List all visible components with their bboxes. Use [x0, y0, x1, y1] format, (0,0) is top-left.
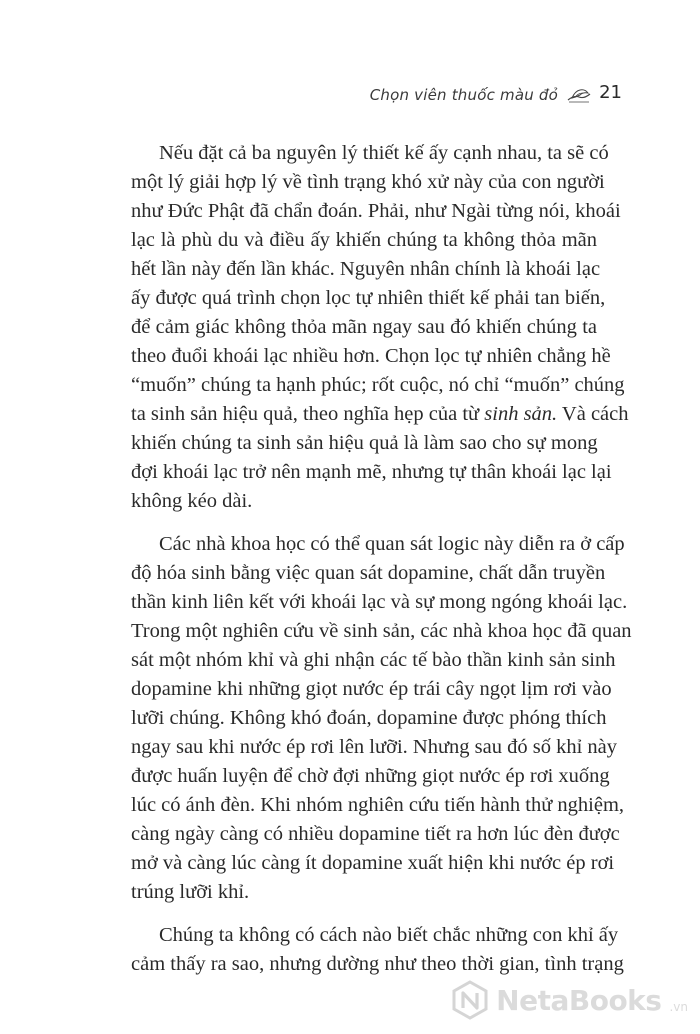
text-line	[103, 400, 629, 429]
text-line: dopamine khi những giọt nước ép trái cây ngọt lịm rơi vào	[131, 678, 612, 700]
text-line: độ hóa sinh bằng việc quan sát dopamine, chất dẫn truyền	[131, 562, 606, 584]
watermark-brand: NetaBooks	[496, 983, 662, 1017]
paragraph-2	[103, 530, 632, 907]
text-line: như Đức Phật đã chẩn đoán. Phải, như Ngài từng nói, khoái	[131, 200, 621, 222]
text-line: ấy được quá trình chọn lọc tự nhiên thiết kế phải tan biến,	[131, 287, 606, 309]
text-line: một lý giải hợp lý về tình trạng khó xử này của con người	[131, 171, 605, 193]
text-line: theo đuổi khoái lạc nhiều hơn. Chọn lọc tự nhiên chẳng hề	[131, 345, 611, 367]
text-line: được huấn luyện để chờ đợi những giọt nước ép rơi xuống	[131, 765, 610, 787]
running-title: Chọn viên thuốc màu đỏ	[369, 86, 558, 104]
italic-term: sinh sản.	[484, 403, 558, 425]
watermark	[450, 980, 688, 1020]
text-line: “muốn” chúng ta hạnh phúc; rốt cuộc, nó chỉ “muốn” chúng	[131, 374, 625, 396]
text-line: cảm thấy ra sao, nhưng dường như theo thời gian, tình trạng	[131, 953, 624, 975]
text-line: hết lần này đến lần khác. Nguyên nhân chính là khoái lạc	[131, 258, 601, 280]
text-fragment: Và cách	[557, 403, 629, 425]
text-line: khiến chúng ta sinh sản hiệu quả là làm sao cho sự mong	[131, 432, 598, 454]
text-line: ngay sau khi nước ép rơi lên lưỡi. Nhưng sau đó số khỉ này	[131, 736, 618, 758]
text-line: không kéo dài.	[131, 490, 253, 512]
text-line: Các nhà khoa học có thể quan sát logic này diễn ra ở cấp	[159, 533, 625, 555]
netabooks-logo-icon	[450, 980, 490, 1020]
text-line: lạc là phù du và điều ấy khiến chúng ta không thỏa mãn	[131, 229, 597, 251]
tree-ornament-icon	[566, 86, 592, 104]
text-line: mở và càng lúc càng ít dopamine xuất hiện khi nước ép rơi	[131, 852, 615, 874]
text-line: càng ngày càng có nhiều dopamine tiết ra hơn lúc đèn được	[131, 823, 620, 845]
text-line: để cảm giác không thỏa mãn ngay sau đó khiến chúng ta	[131, 316, 597, 338]
text-line: đợi khoái lạc trở nên mạnh mẽ, nhưng tự thân khoái lạc lại	[131, 461, 612, 483]
watermark-suffix: .vn	[669, 1000, 688, 1014]
running-header	[369, 82, 622, 104]
text-line: Chúng ta không có cách nào biết chắc những con khỉ ấy	[159, 924, 619, 946]
paragraph-1	[103, 139, 629, 516]
text-line: Nếu đặt cả ba nguyên lý thiết kế ấy cạnh nhau, ta sẽ có	[159, 142, 609, 164]
text-line: lưỡi chúng. Không khó đoán, dopamine được phóng thích	[131, 707, 607, 729]
body-text	[103, 139, 632, 979]
paragraph-3	[103, 921, 624, 979]
text-line: trúng lưỡi khỉ.	[131, 881, 250, 903]
text-line: Trong một nghiên cứu về sinh sản, các nhà khoa học đã quan	[131, 620, 632, 642]
page-number: 21	[599, 82, 622, 103]
text-line: thần kinh liên kết với khoái lạc và sự mong ngóng khoái lạc.	[131, 591, 628, 613]
text-line: sát một nhóm khỉ và ghi nhận các tế bào thần kinh sản sinh	[131, 649, 616, 671]
text-fragment: ta sinh sản hiệu quả, theo nghĩa hẹp của từ	[131, 403, 485, 425]
text-line: lúc có ánh đèn. Khi nhóm nghiên cứu tiến hành thử nghiệm,	[131, 794, 625, 816]
